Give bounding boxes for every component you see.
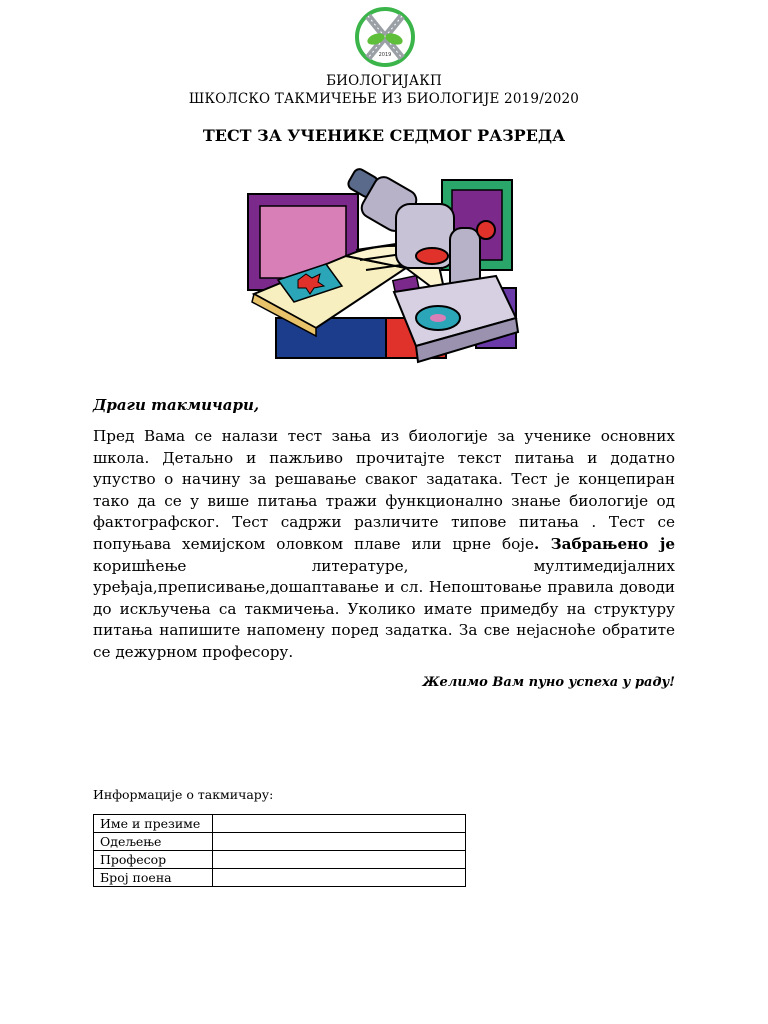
- instructions-text-part2: коришћење литературе, мултимедијалних уређаја,преписивање,дошаптавање и сл. Непоштовање правила доводи до искључења са такмичења. Уколико имате примедбу на структуру питања напишите напомену поред задатка. За све нејасноће обратите се дежурном професору.: [93, 556, 675, 661]
- class-field[interactable]: [213, 833, 466, 851]
- points-field[interactable]: [213, 869, 466, 887]
- table-row: [94, 869, 466, 887]
- competitor-info-table: [93, 814, 466, 887]
- name-field[interactable]: [213, 815, 466, 833]
- row-label-name: Име и презиме: [94, 815, 213, 833]
- table-row: [94, 851, 466, 869]
- logo-year: 2019: [378, 52, 392, 58]
- instructions-paragraph: [93, 426, 675, 664]
- row-label-points: Број поена: [94, 869, 213, 887]
- teacher-field[interactable]: [213, 851, 466, 869]
- closing-wish: Желимо Вам пуно успеха у раду!: [422, 675, 675, 690]
- biology-club-logo-icon: [350, 6, 420, 68]
- competitor-info-label: Информације о такмичару:: [93, 787, 274, 802]
- microscope-and-book-icon: [246, 168, 522, 374]
- row-label-teacher: Професор: [94, 851, 213, 869]
- page-title: ТЕСТ ЗА УЧЕНИКЕ СЕДМОГ РАЗРЕДА: [202, 126, 566, 145]
- table-row: [94, 815, 466, 833]
- illustration: [246, 168, 522, 374]
- instructions-text-part1: Пред Вама се налази тест зања из биологије за ученике основних школа. Детаљно и пажљиво прочитајте текст питања и додатно упуство о начину за решавање сваког задатака. Тест је концепиран тако да се у више питања тражи функционално знање биологије од фактографског. Тест садржи различите типове питања . Тест се попуњава хемијском оловком плаве или црне боје: [93, 427, 675, 553]
- greeting: Драги такмичари,: [93, 396, 260, 414]
- organization-name: БИОЛОГИЈАКП: [326, 73, 442, 89]
- row-label-class: Одељење: [94, 833, 213, 851]
- table-row: [94, 833, 466, 851]
- competition-name: ШКОЛСКО ТАКМИЧЕЊЕ ИЗ БИОЛОГИЈЕ 2019/2020: [188, 91, 580, 107]
- school-logo: [350, 6, 420, 68]
- instructions-text-bold: . Забрањено је: [533, 534, 675, 553]
